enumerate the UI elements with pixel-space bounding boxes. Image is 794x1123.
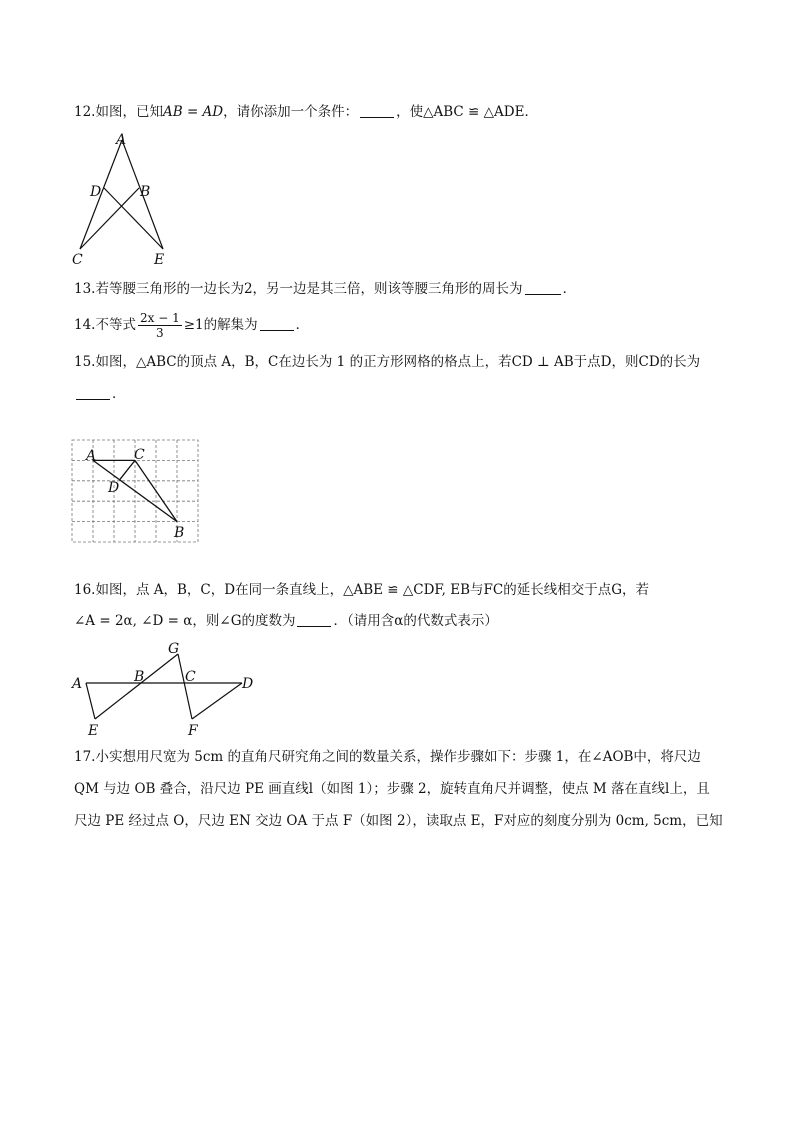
q14-fraction: $\frac{2x - 1}{3}$	[139, 311, 180, 340]
q16-label-f: F	[188, 723, 198, 739]
q14-answer-blank	[260, 316, 294, 331]
q16-label-g: G	[168, 641, 180, 657]
q16-figure	[66, 636, 266, 740]
q13-text: 13.若等腰三角形的一边长为2，另一边是其三倍，则该等腰三角形的周长为 ．	[74, 281, 577, 297]
q15-grid-figure	[70, 438, 202, 546]
q16-answer-blank	[297, 612, 331, 627]
q16-label-a: A	[72, 676, 83, 692]
q17-text-line1: 17.小实想用尺宽为 5cm 的直角尺研究角之间的数量关系，操作步骤如下：步骤 1，在∠AOB中，将尺边	[74, 749, 701, 765]
q16-label-d: D	[242, 676, 254, 692]
q12-figure	[66, 128, 186, 268]
q12-label-c: C	[72, 252, 83, 268]
q12-condition: AB = AD	[162, 104, 224, 120]
q12-label-b: B	[140, 184, 151, 200]
q15-label-d: D	[108, 480, 120, 496]
q16-label-b: B	[134, 669, 145, 685]
q16-text-line2: ∠A = 2α, ∠D = α，则∠G的度数为 ．（请用含α的代数式表示）	[74, 613, 498, 629]
q16-text: 16.如图，点 A，B，C，D在同一条直线上，△ABE ≌ △CDF, EB与FC的延长线相交于点G，若	[74, 582, 650, 598]
q15-label-b: B	[174, 525, 185, 541]
q15-label-c: C	[134, 447, 145, 463]
q17-text-line3: 尺边 PE 经过点 O，尺边 EN 交边 OA 于点 F（如图 2），读取点 E，F对应的刻度分别为 0cm, 5cm，已知	[74, 813, 723, 829]
q12-text: 12.如图，已知AB = AD，请你添加一个条件： ，使△ABC ≌ △ADE．	[74, 104, 538, 120]
q15-answer-blank	[76, 385, 110, 400]
q12-label-a: A	[116, 132, 127, 148]
q15-text-line2: ．	[74, 384, 126, 404]
q12-answer-blank	[360, 103, 394, 118]
q16-label-c: C	[185, 669, 196, 685]
q13-answer-blank	[525, 280, 561, 295]
q12-label-e: E	[154, 252, 165, 268]
q17-text-line2: QM 与边 OB 叠合，沿尺边 PE 画直线l（如图 1）；步骤 2，旋转直角尺并调整，使点 M 落在直线l上，且	[74, 781, 710, 797]
q16-label-e: E	[88, 723, 99, 739]
q12-label-d: D	[90, 184, 102, 200]
q14-text: 14.不等式 $\frac{2x - 1}{3}$ ≥1的解集为 ．	[74, 311, 310, 340]
q15-label-a: A	[86, 448, 97, 464]
q15-text: 15.如图，△ABC的顶点 A，B，C在边长为 1 的正方形网格的格点上，若CD ⊥ AB于点D，则CD的长为	[74, 354, 701, 370]
